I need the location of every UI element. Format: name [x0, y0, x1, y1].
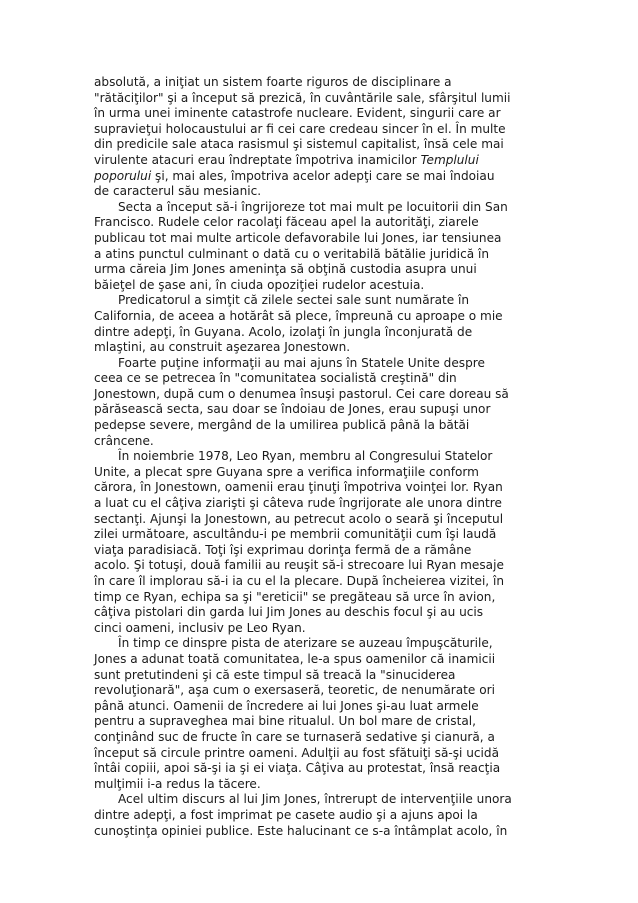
text-line: până atunci. Oamenii de încredere ai lui Jones şi-au luat armele	[94, 698, 479, 713]
text-line: crâncene.	[94, 433, 154, 448]
text-line: în care îl implorau să-i ia cu el la plecare. După încheierea vizitei, în	[94, 574, 505, 588]
text-line: pentru a supraveghea mai bine ritualul. Un bol mare de cristal,	[94, 714, 476, 729]
paragraph	[94, 636, 544, 792]
text-line: În noiembrie 1978, Leo Ryan, membru al Congresului Statelor	[118, 449, 493, 464]
text-line: mulţimii i-a redus la tăcere.	[94, 776, 261, 791]
text-line: sectanţi. Ajunşi la Jonestown, au petrecut acolo o seară şi începutul	[94, 511, 504, 526]
text-line: urma căreia Jim Jones ameninţa să obţină custodia asupra unui	[94, 262, 477, 277]
text-line: din predicile sale ataca rasismul şi sistemul capitalist, însă cele mai	[94, 137, 504, 152]
text-line: mlaştini, au construit aşezarea Jonestown.	[94, 340, 351, 355]
text-line: timp ce Ryan, echipa sa şi "ereticii" se pregăteau să urce în avion,	[94, 589, 496, 604]
text-line: cărora, în Jonestown, oamenii erau ţinuţi împotriva voinţei lor. Ryan	[94, 480, 503, 495]
text-line: câţiva pistolari din garda lui Jim Jones au deschis focul şi au ucis	[94, 605, 484, 620]
text-line: cunoştinţa opiniei publice. Este halucinant ce s-a întâmplat acolo, în	[94, 823, 508, 838]
text-line: poporului şi, mai ales, împotriva acelor adepţi care se mai îndoiau	[94, 168, 495, 183]
text-line: conţinând suc de fructe în care se turnaseră sedative şi cianură, a	[94, 729, 495, 744]
text-line: Predicatorul a simţit că zilele sectei sale sunt numărate în	[118, 293, 470, 308]
text-line: Jones a adunat toată comunitatea, le-a spus oamenilor că inamicii	[94, 651, 496, 666]
text-line: viaţa paradisiacă. Toţi îşi exprimau dorinţa fermă de a rămâne	[94, 542, 472, 557]
document-page	[94, 75, 544, 839]
text-line: a atins punctul culminant o dată cu o veritabilă bătălie juridică în	[94, 246, 490, 261]
paragraph	[94, 200, 544, 294]
text-line: Foarte puţine informaţii au mai ajuns în Statele Unite despre	[118, 355, 485, 370]
paragraph	[94, 75, 544, 200]
text-line: Jonestown, după cum o denumea însuşi pastorul. Cei care doreau să	[94, 386, 509, 401]
paragraph	[94, 293, 544, 355]
text-line: sunt pretutindeni şi că este timpul să treacă la "sinuciderea	[94, 667, 456, 682]
text-line: absolută, a iniţiat un sistem foarte riguros de disciplinare a	[94, 75, 452, 89]
text-line: publicau tot mai multe articole defavorabile lui Jones, iar tensiunea	[94, 230, 502, 245]
text-line: băieţel de şase ani, în ciuda opoziţiei rudelor acestuia.	[94, 277, 425, 292]
text-line: părăsească secta, sau doar se îndoiau de Jones, erau supuşi unor	[94, 402, 491, 417]
text-line: început să circule printre oameni. Adulţii au fost sfătuiţi să-şi ucidă	[94, 745, 499, 760]
text-line: întâi copiii, apoi să-şi ia şi ei viaţa. Câţiva au protestat, însă reacţia	[94, 761, 501, 776]
text-line: de caracterul său mesianic.	[94, 184, 262, 199]
paragraph	[94, 792, 544, 839]
text-line: cinci oameni, inclusiv pe Leo Ryan.	[94, 620, 306, 635]
text-line: virulente atacuri erau îndreptate împotriva inamicilor Templului	[94, 152, 479, 167]
text-line: Acel ultim discurs al lui Jim Jones, întrerupt de intervenţiile unora	[118, 792, 512, 807]
text-line: supravieţui holocaustului ar fi cei care credeau sincer în el. În multe	[94, 121, 506, 136]
text-line: Francisco. Rudele celor racolaţi făceau apel la autorităţi, ziarele	[94, 215, 479, 230]
text-line: în urma unei iminente catastrofe nucleare. Evident, singurii care ar	[94, 106, 501, 121]
text-line: dintre adepţi, în Guyana. Acolo, izolaţi în jungla înconjurată de	[94, 324, 473, 339]
text-line: Unite, a plecat spre Guyana spre a verifica informaţiile conform	[94, 464, 479, 479]
text-line: dintre adepţi, a fost imprimat pe casete audio şi a ajuns apoi la	[94, 807, 478, 822]
text-line: ceea ce se petrecea în "comunitatea socialistă creştină" din	[94, 371, 457, 386]
paragraph	[94, 449, 544, 636]
text-line: pedepse severe, mergând de la umilirea publică până la bătăi	[94, 418, 470, 433]
text-line: Secta a început să-i îngrijoreze tot mai mult pe locuitorii din San	[118, 199, 508, 214]
text-line: a luat cu el câţiva ziarişti şi câteva rude îngrijorate ale unora dintre	[94, 496, 502, 511]
text-line: În timp ce dinspre pista de aterizare se auzeau împuşcăturile,	[118, 636, 493, 651]
text-line: acolo. Şi totuşi, două familii au reuşit să-i strecoare lui Ryan mesaje	[94, 558, 504, 573]
text-line: California, de aceea a hotărât să plece, împreună cu aproape o mie	[94, 308, 503, 323]
text-line: "rătăciţilor" şi a început să prezică, în cuvântările sale, sfârşitul lumii	[94, 90, 511, 105]
paragraph	[94, 356, 544, 450]
text-line: revoluţionară", aşa cum o exersaseră, teoretic, de nenumărate ori	[94, 683, 495, 698]
text-line: zilei următoare, ascultându-i pe membrii comunităţii cum îşi laudă	[94, 527, 497, 542]
